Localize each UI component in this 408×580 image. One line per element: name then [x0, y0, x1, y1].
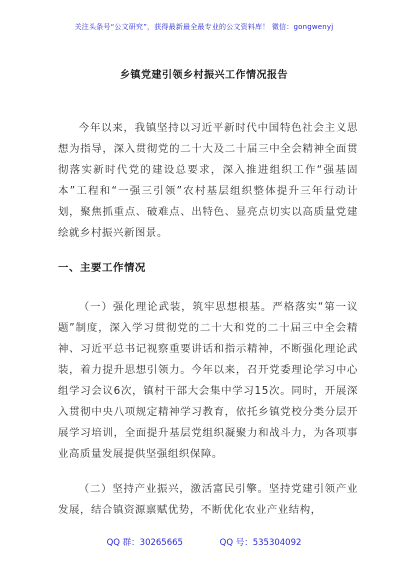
section-heading: 一、主要工作情况 — [58, 262, 146, 274]
footer-qq-number: QQ 号：535304092 — [219, 538, 302, 548]
paragraph-2: （二）坚持产业振兴，激活富民引擎。坚持党建引领产业发展，结合镇资源禀赋优势，不断优化农业产业结构， — [58, 483, 358, 516]
document-title: 乡镇党建引领乡村振兴工作情况报告 — [120, 70, 288, 81]
intro-paragraph: 今年以来，我镇坚持以习近平新时代中国特色社会主义思想为指导，深入贯彻党的二十大及二十届三中全会精神全面贯彻落实新时代党的建设总要求，深入推进组织工作“强基固本”工程和“一强三引领”农村基层组织整体提升三年行动计划，聚焦抓重点、破难点、出特色、显亮点切实以高质量党建绘就乡村振兴新图景。 — [58, 122, 358, 239]
paragraph-1: （一）强化理论武装，筑牢思想根基。严格落实“第一议题”制度，深入学习贯彻党的二十大和党的二十届三中全会精神、习近平总书记视察重要讲话和指示精神，不断强化理论武装，着力提升思想引领力。今年以来，召开党委理论学习中心组学习会议6次，镇村干部大会集中学习15次。同时，开展深入贯彻中央八项规定精神学习教育，依托乡镇党校分类分层开展学习培训，全面提升基层党组织凝聚力和战斗力，为各项事业高质量发展提供坚强组织保障。 — [58, 301, 358, 460]
footer-contact — [0, 536, 408, 548]
document-body — [58, 118, 358, 535]
header-banner: 关注头条号“公文研究”，获得最新最全最专业的公文资料库！ 微信：gongwenyj — [74, 23, 334, 31]
footer-qq-group: QQ 群：30265665 — [106, 538, 183, 548]
